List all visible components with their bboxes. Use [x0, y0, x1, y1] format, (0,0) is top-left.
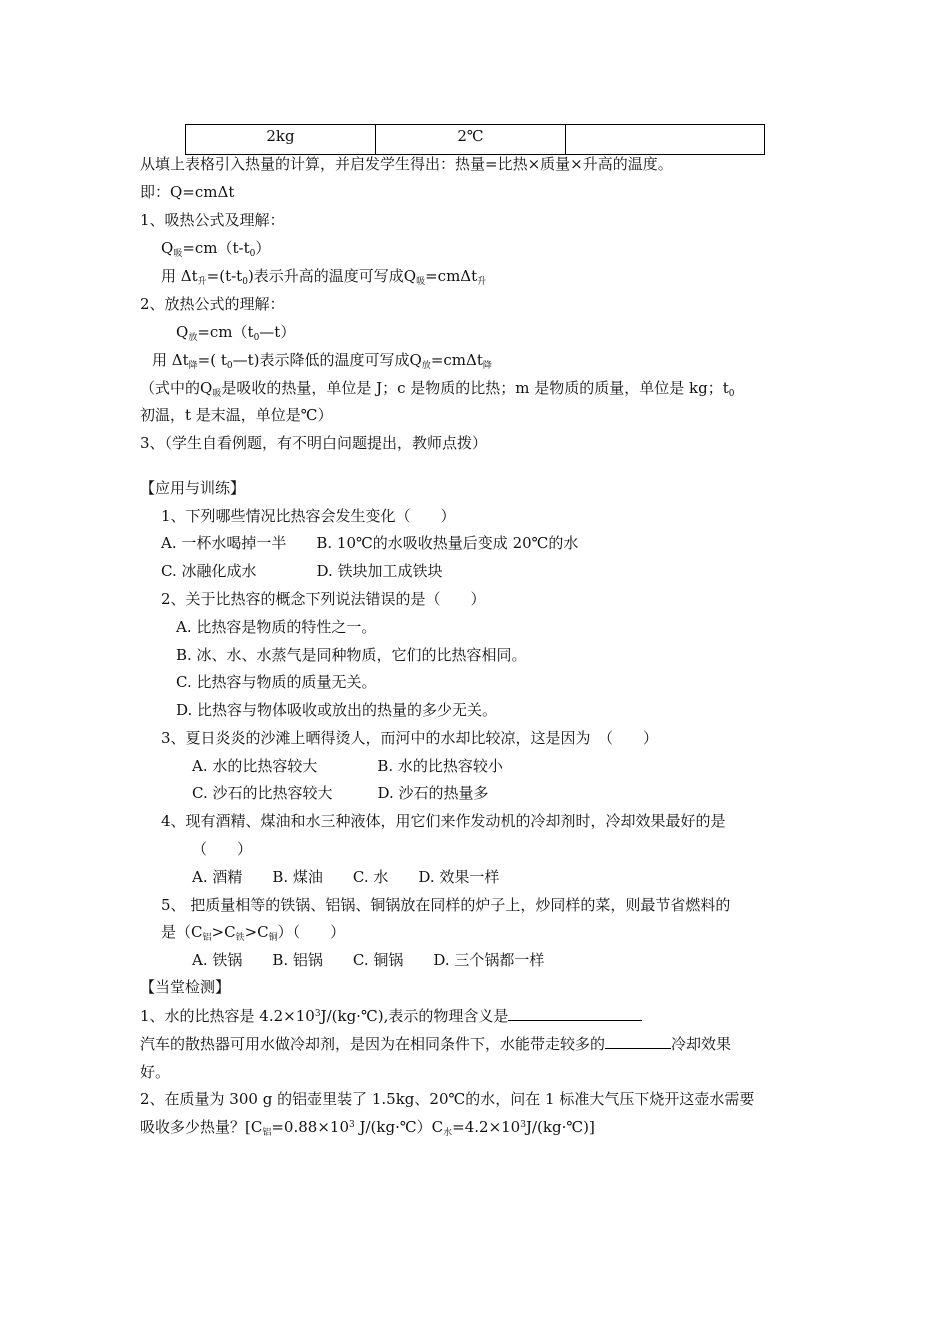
heading-release: 2、放热公式的理解：	[140, 295, 285, 313]
table-cell-mass: 2kg	[186, 125, 376, 154]
question-2-option-d: D. 比热容与物体吸收或放出的热量的多少无关。	[176, 701, 498, 719]
check-question-1: 1、水的比热容是 $4.2\times 10^3J/(kg\cdot℃)$,表示的物理含义是	[140, 1006, 642, 1026]
release-description: 用 $\Delta t_降=$( $t_0—t$)表示降低的温度可写成$Q_放=cm\Delta t_降$	[152, 351, 492, 371]
answer-blank[interactable]	[508, 1006, 642, 1021]
note-line-1: （式中的$Q_吸$是吸收的热量，单位是 J；c 是物质的比热；m 是物质的质量，单位是 kg；$t_0$	[140, 379, 735, 399]
question-5: 5、 把质量相等的铁锅、铝锅、铜锅放在同样的炉子上，炒同样的菜，则最节省燃料的	[161, 896, 731, 914]
question-5-line-2: 是$(C_铝>C_铁>C_铜)$（ ）	[161, 923, 346, 943]
answer-blank[interactable]	[605, 1034, 671, 1049]
question-4-paren: （ ）	[192, 840, 253, 858]
question-1-options-cd: C. 冰融化成水 D. 铁块加工成铁块	[161, 562, 443, 580]
data-table-row	[185, 124, 765, 155]
question-1-options-ab: A. 一杯水喝掉一半 B. 10℃的水吸收热量后变成 20℃的水	[161, 534, 579, 552]
question-2-option-b: B. 冰、水、水蒸气是同种物质，它们的比热容相同。	[176, 646, 527, 664]
section-check-title: 【当堂检测】	[140, 978, 231, 996]
formula-line: 即：Q=cmΔt	[140, 183, 235, 201]
check-question-2-line-2: 吸收多少热量？[$C_铝=0.88\times 10^3$ $J/(kg\cdot℃)C_水=4.2\times 10^3J/(kg\cdot℃)$]	[140, 1118, 595, 1138]
section-apply-title: 【应用与训练】	[140, 479, 246, 497]
release-formula: $Q_放=cm(t_0—t)$	[176, 323, 296, 343]
question-3-options-cd: C. 沙石的比热容较大 D. 沙石的热量多	[192, 784, 489, 802]
absorb-description: 用 $\Delta t_升=(t-t_0)$表示升高的温度可写成$Q_吸=cm\Delta t_升$	[161, 267, 487, 287]
heading-example: 3、（学生自看例题，有不明白问题提出，教师点拨）	[140, 434, 488, 452]
check-question-1-line-3: 好。	[140, 1063, 171, 1081]
heading-absorb: 1、吸热公式及理解：	[140, 211, 285, 229]
intro-text: 从填上表格引入热量的计算，并启发学生得出：热量=比热×质量×升高的温度。	[140, 155, 673, 173]
check-question-1-line-2: 汽车的散热器可用水做冷却剂，是因为在相同条件下，水能带走较多的 冷却效果	[140, 1035, 732, 1053]
note-line-2: 初温，t 是末温，单位是℃）	[140, 406, 333, 424]
question-2-option-a: A. 比热容是物质的特性之一。	[176, 618, 377, 636]
table-cell-blank	[566, 125, 764, 154]
check-question-2: 2、在质量为 300 g 的铝壶里装了 1.5kg、20℃的水，问在 1 标准大气压下烧开这壶水需要	[140, 1090, 755, 1108]
question-1: 1、下列哪些情况比热容会发生变化（ ）	[161, 507, 456, 525]
question-5-options: A. 铁锅 B. 铝锅 C. 铜锅 D. 三个锅都一样	[192, 951, 545, 969]
question-4-options: A. 酒精 B. 煤油 C. 水 D. 效果一样	[192, 868, 500, 886]
question-3-options-ab: A. 水的比热容较大 B. 水的比热容较小	[192, 757, 503, 775]
question-4: 4、现有酒精、煤油和水三种液体，用它们来作发动机的冷却剂时，冷却效果最好的是	[161, 812, 726, 830]
table-cell-temp-change: 2℃	[376, 125, 566, 154]
absorb-formula: $Q_吸=cm(t-t_0)$	[161, 239, 271, 259]
question-2-option-c: C. 比热容与物质的质量无关。	[176, 673, 377, 691]
question-3: 3、夏日炎炎的沙滩上晒得烫人，而河中的水却比较凉，这是因为 （ ）	[161, 729, 659, 747]
question-2: 2、关于比热容的概念下列说法错误的是（ ）	[161, 590, 486, 608]
